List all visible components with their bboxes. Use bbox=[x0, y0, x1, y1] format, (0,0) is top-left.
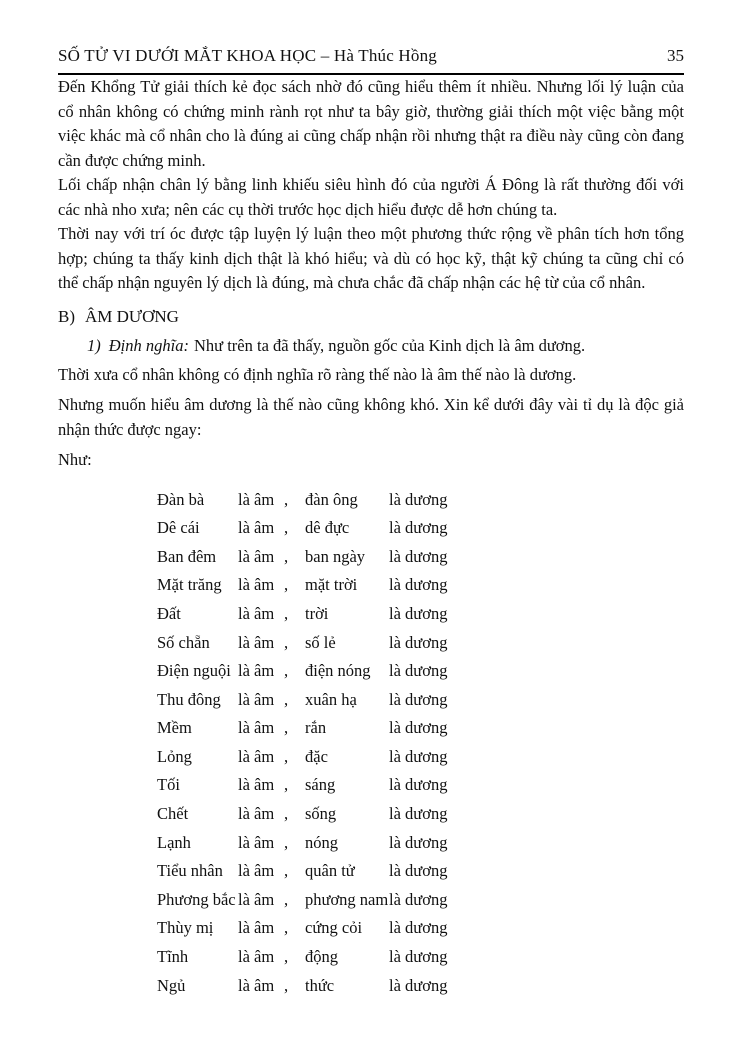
cell-yang-term: sáng bbox=[305, 775, 336, 795]
cell-comma: , bbox=[284, 603, 289, 623]
cell-yang-label: là dương bbox=[389, 718, 448, 738]
table-row bbox=[157, 943, 684, 972]
cell-yin-label: là âm bbox=[238, 632, 275, 652]
cell-yang-term: số lẻ bbox=[305, 632, 336, 652]
cell-yin-label: là âm bbox=[238, 861, 275, 881]
cell-comma: , bbox=[284, 632, 289, 652]
cell-yang-label: là dương bbox=[389, 518, 448, 538]
cell-yang-label: là dương bbox=[389, 746, 448, 766]
cell-yang-label: là dương bbox=[389, 918, 448, 938]
cell-yin-label: là âm bbox=[238, 518, 275, 538]
cell-yang-term: đàn ông bbox=[305, 489, 358, 509]
cell-yang-term: quân tử bbox=[305, 861, 355, 881]
cell-yang-term: dê đực bbox=[305, 518, 350, 538]
cell-yin-term: Tối bbox=[157, 775, 180, 795]
cell-yin-term: Đất bbox=[157, 603, 181, 623]
table-row bbox=[157, 514, 684, 543]
cell-yin-label: là âm bbox=[238, 804, 275, 824]
definition-text: Như trên ta đã thấy, nguồn gốc của Kinh dịch là âm dương. bbox=[193, 336, 586, 355]
table-row bbox=[157, 686, 684, 715]
cell-comma: , bbox=[284, 889, 289, 909]
cell-yang-label: là dương bbox=[389, 775, 448, 795]
cell-yang-term: mặt trời bbox=[305, 575, 358, 595]
cell-comma: , bbox=[284, 518, 289, 538]
cell-yin-term: Mềm bbox=[157, 718, 192, 738]
cell-comma: , bbox=[284, 489, 289, 509]
cell-yang-label: là dương bbox=[389, 889, 448, 909]
cell-yang-label: là dương bbox=[389, 975, 448, 995]
cell-yin-label: là âm bbox=[238, 546, 275, 566]
table-row bbox=[157, 486, 684, 515]
cell-yang-label: là dương bbox=[389, 575, 448, 595]
cell-yang-term: trời bbox=[305, 603, 329, 623]
table-row bbox=[157, 628, 684, 657]
cell-comma: , bbox=[284, 718, 289, 738]
cell-yin-label: là âm bbox=[238, 832, 275, 852]
section-label: B) bbox=[58, 306, 75, 326]
section-title: ÂM DƯƠNG bbox=[85, 306, 179, 326]
table-row bbox=[157, 714, 684, 743]
cell-yin-label: là âm bbox=[238, 975, 275, 995]
cell-yang-label: là dương bbox=[389, 661, 448, 681]
cell-yang-term: ban ngày bbox=[305, 546, 366, 566]
cell-comma: , bbox=[284, 804, 289, 824]
cell-comma: , bbox=[284, 575, 289, 595]
cell-yang-term: xuân hạ bbox=[305, 689, 357, 709]
cell-yin-term: Phương bắc bbox=[157, 889, 236, 909]
paragraph-nhung-muon: Nhưng muốn hiểu âm dương là thế nào cũng không khó. Xin kể dưới đây vài tỉ dụ là độc giả nhận thức được ngay: bbox=[58, 395, 684, 439]
table-row bbox=[157, 771, 684, 800]
cell-yang-label: là dương bbox=[389, 804, 448, 824]
cell-comma: , bbox=[284, 775, 289, 795]
paragraph-thoi-xua: Thời xưa cổ nhân không có định nghĩa rõ ràng thế nào là âm thế nào là dương. bbox=[58, 364, 577, 384]
cell-yang-label: là dương bbox=[389, 546, 448, 566]
cell-yin-term: Chết bbox=[157, 804, 189, 824]
paragraph-loi-chap-nhan: Lối chấp nhận chân lý bằng linh khiếu siêu hình đó của người Á Đông là rất thường đối với các nhà nho xưa; nên các cụ thời trước học dịch hiểu được dễ hơn chúng ta. bbox=[58, 175, 684, 219]
cell-comma: , bbox=[284, 746, 289, 766]
paragraph-nhu: Như: bbox=[58, 450, 92, 469]
cell-yang-term: cứng cỏi bbox=[305, 918, 363, 938]
cell-yin-term: Lạnh bbox=[157, 832, 191, 852]
cell-yin-term: Mặt trăng bbox=[157, 575, 222, 595]
cell-yang-term: rắn bbox=[305, 718, 327, 738]
cell-yin-term: Lỏng bbox=[157, 746, 192, 766]
table-row bbox=[157, 886, 684, 915]
table-row bbox=[157, 857, 684, 886]
header-title: SỐ TỬ VI DƯỚI MẮT KHOA HỌC – Hà Thúc Hồng bbox=[58, 46, 437, 65]
cell-comma: , bbox=[284, 918, 289, 938]
cell-yin-term: Ban đêm bbox=[157, 546, 217, 566]
cell-yang-term: sống bbox=[305, 804, 337, 824]
table-row bbox=[157, 800, 684, 829]
cell-yin-term: Điện nguội bbox=[157, 661, 231, 681]
cell-yin-label: là âm bbox=[238, 603, 275, 623]
cell-yang-term: nóng bbox=[305, 832, 338, 852]
cell-yin-term: Đàn bà bbox=[157, 489, 205, 509]
cell-yang-label: là dương bbox=[389, 832, 448, 852]
cell-yin-term: Thu đông bbox=[157, 689, 221, 709]
cell-yin-label: là âm bbox=[238, 889, 275, 909]
definition-item bbox=[58, 334, 684, 359]
cell-yang-term: điện nóng bbox=[305, 661, 371, 681]
cell-yang-label: là dương bbox=[389, 603, 448, 623]
table-row bbox=[157, 914, 684, 943]
paragraph-thoi-nay: Thời nay với trí óc được tập luyện lý luận theo một phương thức rộng về phân tích hơn tổng hợp; chúng ta thấy kinh dịch thật là khó hiểu; và dù có học kỹ, thật kỹ chúng ta cũng chỉ có thể chấp nhận nguyên lý dịch là đúng, mà chưa chắc đã chấp nhận các hệ từ của cổ nhân. bbox=[58, 224, 684, 292]
cell-yang-term: động bbox=[305, 947, 338, 967]
cell-comma: , bbox=[284, 861, 289, 881]
table-row bbox=[157, 743, 684, 772]
cell-yin-label: là âm bbox=[238, 947, 275, 967]
definition-number: 1) bbox=[87, 336, 101, 355]
cell-yang-label: là dương bbox=[389, 689, 448, 709]
cell-comma: , bbox=[284, 975, 289, 995]
definition-term: Định nghĩa: bbox=[108, 336, 189, 355]
cell-yang-term: phương nam bbox=[305, 889, 389, 909]
cell-yin-label: là âm bbox=[238, 718, 275, 738]
cell-yang-label: là dương bbox=[389, 632, 448, 652]
cell-comma: , bbox=[284, 546, 289, 566]
cell-yin-term: Ngủ bbox=[157, 975, 186, 995]
cell-yin-term: Tiểu nhân bbox=[157, 861, 223, 881]
cell-yin-label: là âm bbox=[238, 775, 275, 795]
cell-yin-label: là âm bbox=[238, 689, 275, 709]
cell-yang-label: là dương bbox=[389, 861, 448, 881]
section-heading-am-duong bbox=[58, 305, 684, 330]
table-row bbox=[157, 829, 684, 858]
page-number: 35 bbox=[667, 46, 684, 65]
cell-yin-label: là âm bbox=[238, 918, 275, 938]
cell-yang-term: thức bbox=[305, 975, 335, 995]
cell-yin-label: là âm bbox=[238, 575, 275, 595]
cell-yin-term: Tĩnh bbox=[157, 947, 189, 967]
cell-yang-term: đặc bbox=[305, 746, 328, 766]
cell-yang-label: là dương bbox=[389, 489, 448, 509]
paragraph-khong-tu: Đến Khổng Tử giải thích kẻ đọc sách nhờ đó cũng hiểu thêm ít nhiều. Nhưng lối lý luận của cổ nhân không có chứng minh rành rọt như ta bây giờ, thường giải thích một việc bằng một việc khác mà cổ nhân cho là đúng ai cũng chấp nhận rồi nhưng thật ra điều này cũng còn đang cần được chứng minh. bbox=[58, 77, 684, 170]
yin-yang-examples-table bbox=[157, 486, 684, 1001]
cell-yang-label: là dương bbox=[389, 947, 448, 967]
cell-comma: , bbox=[284, 689, 289, 709]
cell-comma: , bbox=[284, 661, 289, 681]
page-header bbox=[58, 45, 684, 66]
cell-yin-term: Dê cái bbox=[157, 518, 200, 538]
table-row bbox=[157, 543, 684, 572]
table-row bbox=[157, 571, 684, 600]
cell-comma: , bbox=[284, 947, 289, 967]
cell-yin-term: Số chẵn bbox=[157, 632, 210, 652]
table-row bbox=[157, 600, 684, 629]
cell-yin-label: là âm bbox=[238, 489, 275, 509]
table-row bbox=[157, 657, 684, 686]
table-row bbox=[157, 972, 684, 1001]
cell-yin-term: Thùy mị bbox=[157, 918, 214, 938]
cell-yin-label: là âm bbox=[238, 746, 275, 766]
cell-yin-label: là âm bbox=[238, 661, 275, 681]
cell-comma: , bbox=[284, 832, 289, 852]
